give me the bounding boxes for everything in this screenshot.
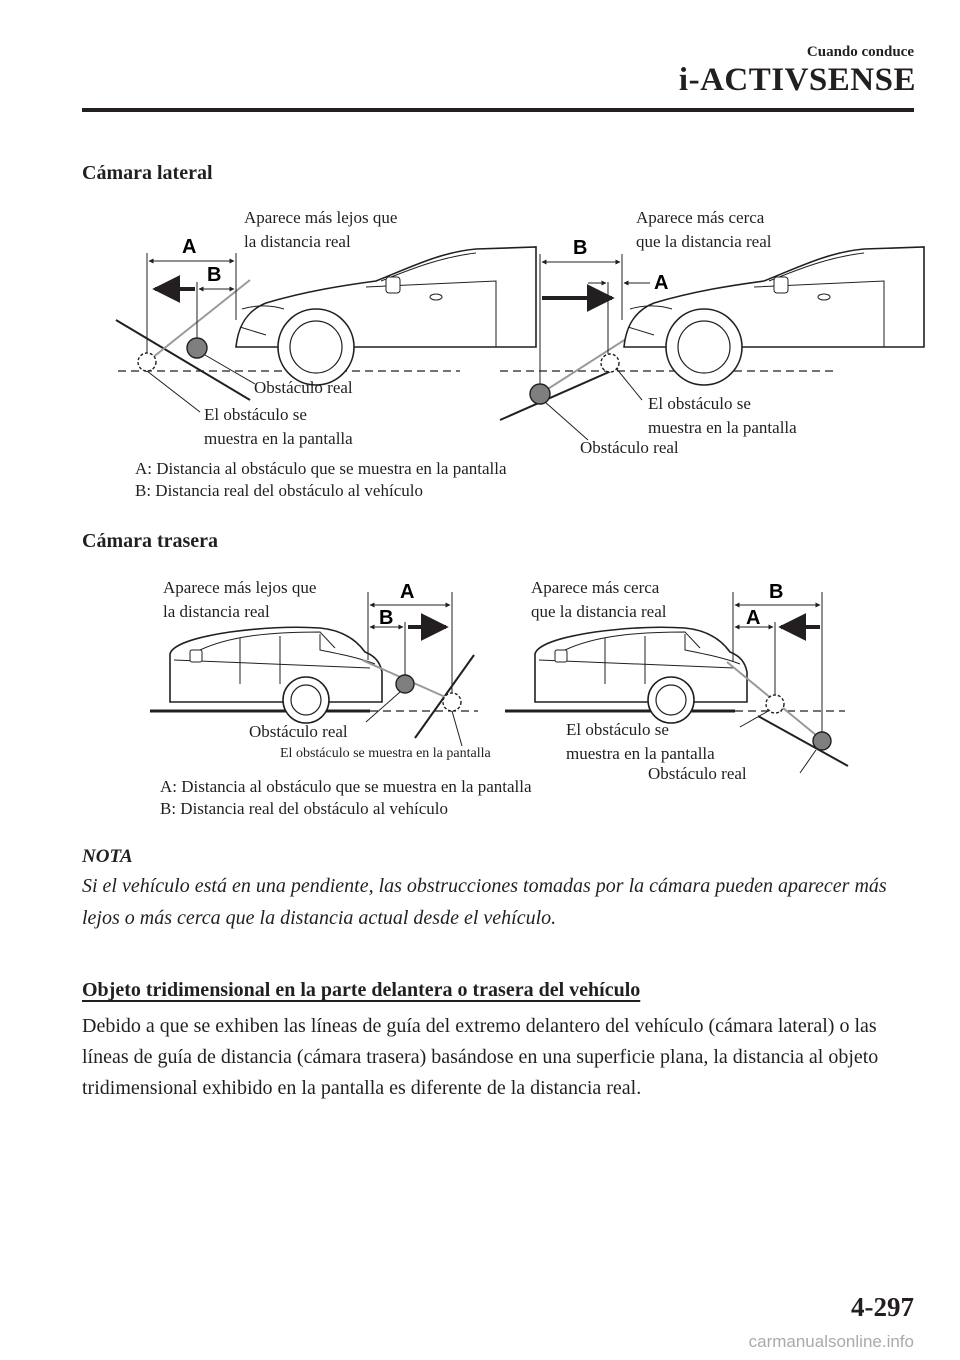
rear-left-letter-a: A <box>400 581 415 603</box>
rear-right-real-obstacle: Obstáculo real <box>648 764 747 783</box>
side-right-real-obstacle: Obstáculo real <box>580 438 679 457</box>
rear-left-appears-label: Aparece más lejos que la distancia real <box>163 578 317 621</box>
header-title: i-ACTIVSENSE <box>678 62 916 98</box>
rear-caption-b: B: Distancia real del obstáculo al vehículo <box>160 799 448 818</box>
side-left-appears-label: Aparece más lejos que la distancia real <box>244 208 398 251</box>
side-right-appears-label: Aparece más cerca que la distancia real <box>636 208 772 251</box>
note-heading: NOTA <box>82 846 133 867</box>
page-number: 4-297 <box>851 1292 914 1322</box>
rear-camera-heading: Cámara trasera <box>82 530 219 552</box>
side-caption-a: A: Distancia al obstáculo que se muestra en la pantalla <box>135 459 507 478</box>
object-section-heading: Objeto tridimensional en la parte delantera o trasera del vehículo <box>82 979 641 1001</box>
rear-right-letter-b: B <box>769 581 784 603</box>
side-left-letter-a: A <box>182 236 197 258</box>
object-section-text: Debido a que se exhiben las líneas de guía del extremo delantero del vehículo (cámara lateral) o las líneas de guía de distancia (cámara trasera) basándose en una superficie plana, la distancia al objeto tridimensional exhibido en la pantalla es diferente de la distancia real. <box>82 1015 879 1099</box>
rear-right-appears-label: Aparece más cerca que la distancia real <box>531 578 667 621</box>
rear-caption-a: A: Distancia al obstáculo que se muestra en la pantalla <box>160 777 532 796</box>
rear-left-shown-label: El obstáculo se muestra en la pantalla <box>280 746 491 761</box>
side-left-shown-label: El obstáculo se muestra en la pantalla <box>204 405 353 448</box>
side-right-letter-a: A <box>654 272 669 294</box>
side-caption-b: B: Distancia real del obstáculo al vehículo <box>135 481 423 500</box>
header-section: Cuando conduce <box>806 44 914 60</box>
side-camera-heading: Cámara lateral <box>82 162 213 184</box>
rear-left-real-obstacle: Obstáculo real <box>249 722 348 741</box>
watermark: carmanualsonline.info <box>748 1332 914 1351</box>
side-right-shown-label: El obstáculo se muestra en la pantalla <box>648 394 797 437</box>
note-text: Si el vehículo está en una pendiente, las obstrucciones tomadas por la cámara pueden aparecer más lejos o más cerca que la distancia actual desde el vehículo. <box>82 875 887 929</box>
rear-right-shown-label: El obstáculo se muestra en la pantalla <box>566 720 715 763</box>
side-left-letter-b: B <box>207 264 222 286</box>
rear-right-letter-a: A <box>746 607 761 629</box>
side-right-letter-b: B <box>573 237 588 259</box>
rear-left-letter-b: B <box>379 607 394 629</box>
side-left-real-obstacle: Obstáculo real <box>254 378 353 397</box>
